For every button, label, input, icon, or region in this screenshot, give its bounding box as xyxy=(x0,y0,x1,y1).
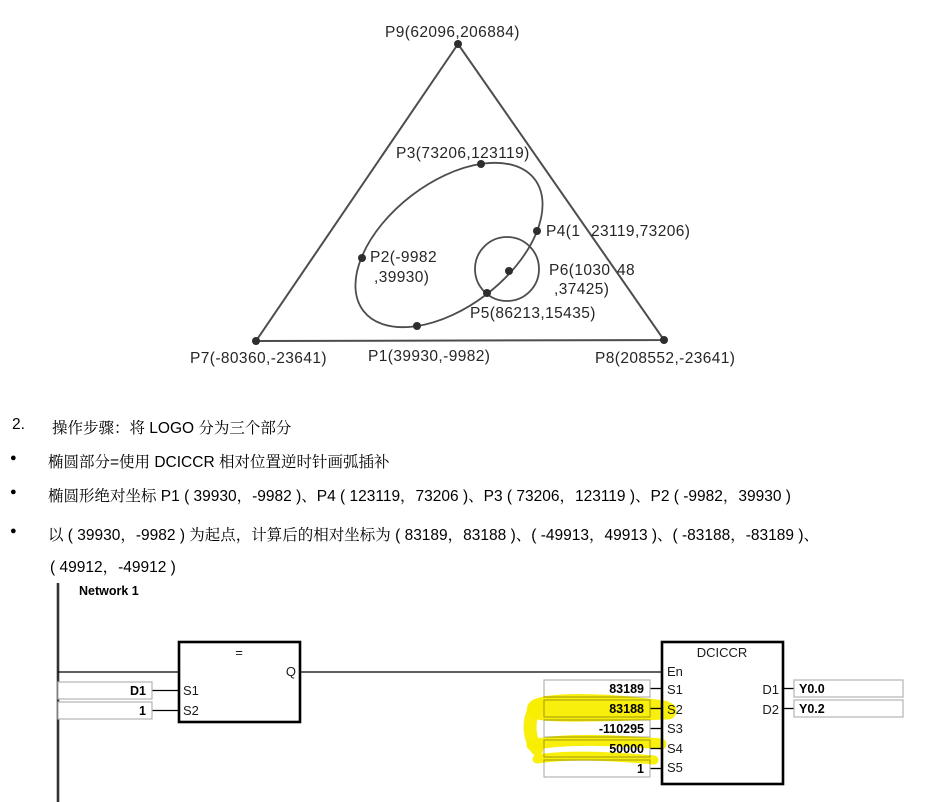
point-dot-p1 xyxy=(413,322,421,330)
note-bullet-3-text: 以 ( 39930，-9982 ) 为起点，计算后的相对坐标为 ( 83189，83188 )、( -49913，49913 )、( -83188，-83189 )、 xyxy=(48,527,820,544)
dciccr-pin-en: En xyxy=(667,664,683,679)
compare-block-title: = xyxy=(235,645,243,660)
bullet-icon: ● xyxy=(10,486,17,498)
dciccr-input-s1-value: 83189 xyxy=(609,682,644,696)
note-bullet-3-continuation xyxy=(0,555,925,577)
dciccr-pin-s3: S3 xyxy=(667,721,683,736)
dciccr-input-s5-value: 1 xyxy=(637,762,644,776)
dciccr-output-d1-value: Y0.0 xyxy=(799,682,825,696)
compare-pin-q: Q xyxy=(285,664,296,679)
point-dot-p6 xyxy=(505,267,513,275)
point-label-p1: P1(39930,-9982) xyxy=(368,348,491,365)
note-item-2 xyxy=(0,416,925,438)
note-item-number: 2. xyxy=(12,416,25,433)
point-dot-p8 xyxy=(660,336,668,344)
bullet-icon: ● xyxy=(10,525,17,537)
compare-input-s1-value: D1 xyxy=(130,684,146,698)
point-label-p2-line1: P2(-9982 xyxy=(370,249,437,266)
ladder-network-1 xyxy=(0,578,925,802)
compare-input-s2-value: 1 xyxy=(139,704,146,718)
note-bullet-3 xyxy=(0,523,925,545)
operand-box-compare-s2 xyxy=(58,702,152,719)
point-label-p4-left: P4(1 xyxy=(546,223,581,240)
point-dot-p2 xyxy=(358,254,366,262)
point-label-p8: P8(208552,-23641) xyxy=(595,350,736,367)
note-bullet-2-text: 椭圆形绝对坐标 P1 ( 39930，-9982 )、P4 ( 123119，73206 )、P3 ( 73206，123119 )、P2 ( -9982，39930 ) xyxy=(48,488,791,505)
compare-pin-s2: S2 xyxy=(183,703,199,718)
point-label-p9: P9(62096,206884) xyxy=(385,24,520,41)
dciccr-pin-s4: S4 xyxy=(667,741,683,756)
point-dot-p4 xyxy=(533,227,541,235)
dciccr-output-d2-value: Y0.2 xyxy=(799,702,825,716)
note-bullet-1-text: 椭圆部分=使用 DCICCR 相对位置逆时针画弧插补 xyxy=(48,454,390,471)
point-label-p4-right: 23119,73206) xyxy=(591,223,691,240)
ellipse-outline xyxy=(326,130,573,360)
dciccr-pin-s1: S1 xyxy=(667,682,683,697)
point-label-p3: P3(73206,123119) xyxy=(396,145,530,162)
point-label-p6-line1-left: P6(1030 xyxy=(549,262,611,279)
point-label-p2-line2: ,39930) xyxy=(374,269,430,286)
point-dot-p5 xyxy=(483,289,491,297)
note-bullet-2 xyxy=(0,484,925,506)
dciccr-input-s4-value: 50000 xyxy=(609,742,644,756)
compare-pin-s1: S1 xyxy=(183,683,199,698)
point-label-p7: P7(-80360,-23641) xyxy=(190,350,327,367)
point-label-p6-line1-right: 48 xyxy=(617,262,636,279)
note-item-text: 操作步骤：将 LOGO 分为三个部分 xyxy=(52,420,292,437)
dciccr-pin-s5: S5 xyxy=(667,760,683,775)
dciccr-input-s3-value: -110295 xyxy=(598,722,644,736)
point-dot-p9 xyxy=(454,40,462,48)
dciccr-pin-d2: D2 xyxy=(762,702,779,717)
point-label-p6-line2: ,37425) xyxy=(554,281,610,298)
note-bullet-3-text2: ( 49912，-49912 ) xyxy=(50,559,176,576)
dciccr-pin-d1: D1 xyxy=(762,682,779,697)
bullet-icon: ● xyxy=(10,452,17,464)
dciccr-input-s2-value: 83188 xyxy=(609,702,644,716)
point-dot-p7 xyxy=(252,337,260,345)
point-label-p5: P5(86213,15435) xyxy=(470,305,596,322)
network-title: Network 1 xyxy=(79,584,139,598)
dciccr-block-title: DCICCR xyxy=(696,645,748,660)
note-bullet-1 xyxy=(0,450,925,472)
dciccr-pin-s2: S2 xyxy=(667,702,683,717)
